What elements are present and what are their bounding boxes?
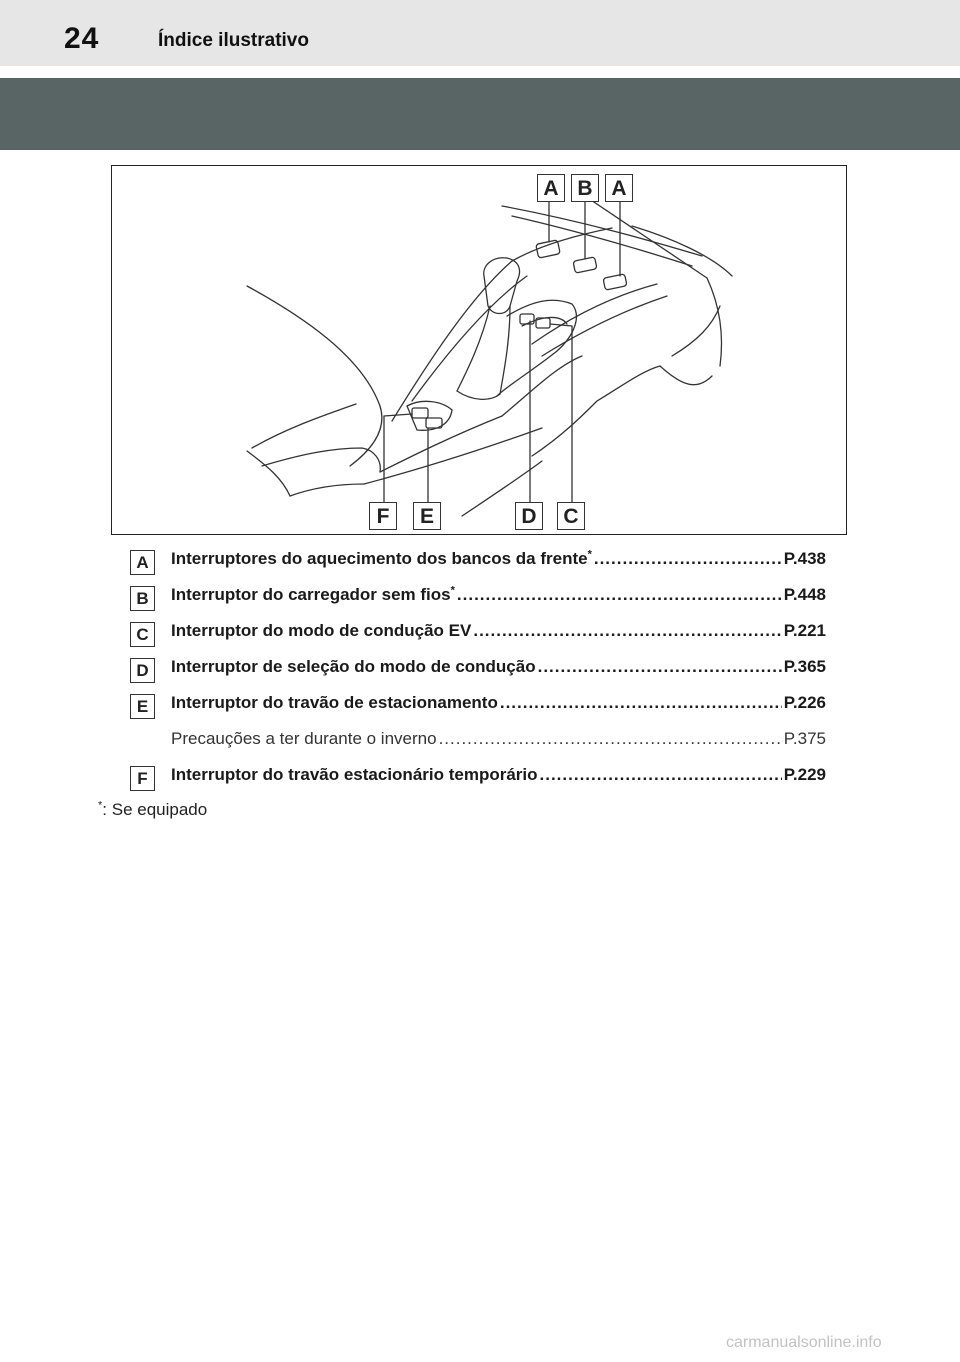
dot-leader	[457, 585, 782, 605]
page-reference-link[interactable]: P.229	[783, 765, 826, 784]
list-item[interactable]	[130, 761, 826, 797]
item-letter: E	[130, 694, 155, 719]
callout-b: B	[571, 174, 599, 202]
footnote	[98, 800, 207, 820]
dot-leader	[439, 729, 782, 749]
dot-leader	[540, 765, 782, 785]
page-reference-link[interactable]: P.448	[783, 585, 826, 604]
item-label: Interruptor do travão de estacionamento	[171, 693, 498, 712]
page-reference-link[interactable]: P.438	[783, 549, 826, 568]
dot-leader	[538, 657, 782, 677]
component-index-list	[130, 545, 826, 797]
item-letter: F	[130, 766, 155, 791]
console-illustration	[111, 165, 847, 535]
page-reference-link[interactable]: P.226	[783, 693, 826, 712]
list-item[interactable]	[130, 581, 826, 617]
callout-a-right: A	[605, 174, 633, 202]
header-band	[0, 0, 960, 66]
list-item[interactable]	[130, 617, 826, 653]
footnote-marker: *	[98, 799, 103, 812]
dot-leader	[500, 693, 782, 713]
item-letter: C	[130, 622, 155, 647]
list-item[interactable]	[130, 545, 826, 581]
footnote-text: : Se equipado	[102, 800, 208, 819]
section-title: Índice ilustrativo	[158, 30, 309, 51]
item-letter: A	[130, 550, 155, 575]
section-banner	[0, 78, 960, 150]
list-item[interactable]	[130, 653, 826, 689]
center-console-drawing	[112, 166, 847, 535]
dot-leader	[473, 621, 781, 641]
callout-a-left: A	[537, 174, 565, 202]
callout-f: F	[369, 502, 397, 530]
callout-d: D	[515, 502, 543, 530]
footnote-marker: *	[587, 549, 592, 561]
item-label: Interruptor de seleção do modo de condução	[171, 657, 536, 676]
callout-c: C	[557, 502, 585, 530]
item-label: Interruptor do travão estacionário temporário	[171, 765, 538, 784]
dot-leader	[594, 549, 782, 569]
page-number: 24	[64, 22, 100, 55]
page-reference-link[interactable]: P.365	[783, 657, 826, 676]
page-reference-link[interactable]: P.375	[783, 729, 826, 748]
list-item[interactable]	[130, 689, 826, 725]
list-subitem[interactable]	[130, 725, 826, 761]
item-label: Interruptores do aquecimento dos bancos da frente	[171, 549, 588, 568]
watermark: carmanualsonline.info	[726, 1334, 882, 1351]
footnote-marker: *	[450, 585, 455, 597]
item-label: Interruptor do carregador sem fios	[171, 585, 451, 604]
item-label: Interruptor do modo de condução EV	[171, 621, 472, 640]
callout-e: E	[413, 502, 441, 530]
item-letter: D	[130, 658, 155, 683]
page-reference-link[interactable]: P.221	[783, 621, 826, 640]
item-label: Precauções a ter durante o inverno	[171, 729, 437, 748]
item-letter: B	[130, 586, 155, 611]
